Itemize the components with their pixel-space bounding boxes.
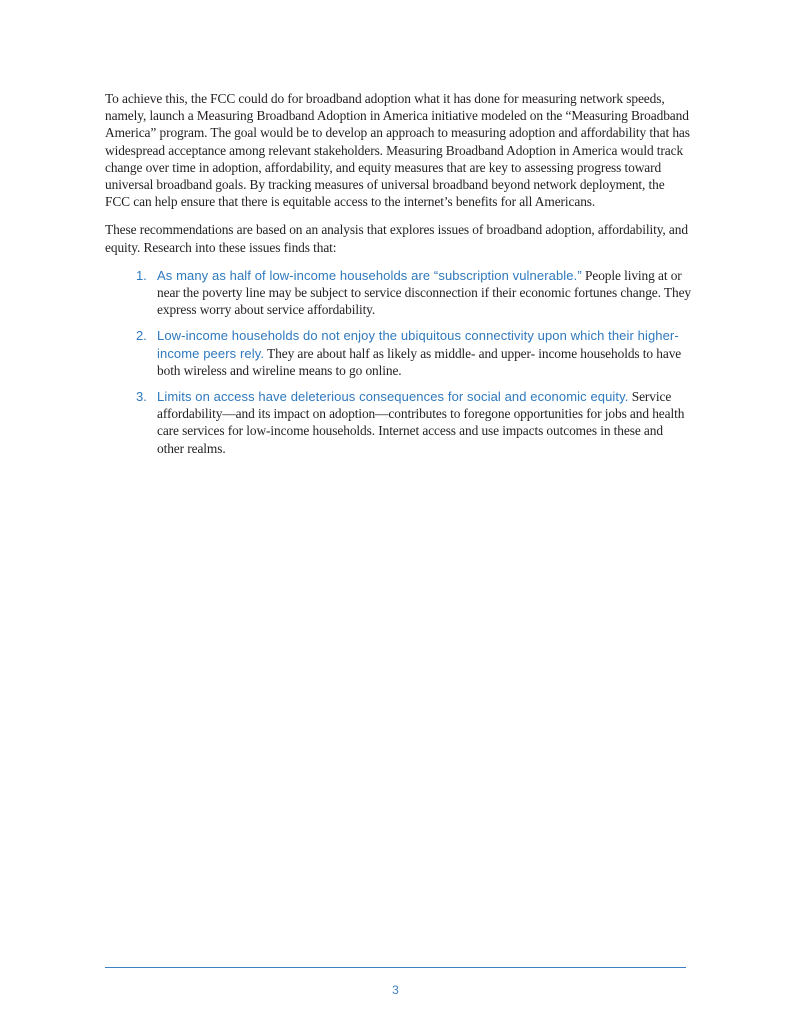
finding-item [105,267,691,319]
finding-number: 2. [136,328,147,344]
finding-text: Service affordability—and its impact on adoption—contributes to foregone opportunities for jobs and health care services for low-income households. Internet access and use impacts outcomes in these and other realms. [157,389,685,456]
finding-heading: Low-income households do not enjoy the ubiquitous connectivity upon which their higher-income peers rely. [157,328,679,361]
finding-heading: As many as half of low-income households are “subscription vulnerable.” [157,267,582,283]
finding-number: 1. [136,267,147,283]
page-number: 3 [392,983,399,997]
footer-divider [105,967,686,968]
body-paragraph: These recommendations are based on an analysis that explores issues of broadband adoption, affordability, and equity. Research into these issues finds that: [105,222,688,255]
finding-heading: Limits on access have deleterious consequences for social and economic equity. [157,389,629,405]
finding-number: 3. [136,389,147,405]
finding-item [105,388,691,457]
document-body [105,90,691,466]
findings-list [105,267,691,457]
finding-text: They are about half as likely as middle- and upper- income households to have both wireless and wireline means to go online. [157,345,682,378]
body-paragraph: To achieve this, the FCC could do for broadband adoption what it has done for measuring network speeds, namely, launch a Measuring Broadband Adoption in America initiative modeled on the “Measuring Broadband America” program. The goal would be to develop an approach to measuring adoption and affordability that has widespread acceptance among relevant stakeholders. Measuring Broadband Adoption in America would track change over time in adoption, affordability, and equity measures that are key to assessing progress toward universal broadband goals. By tracking measures of universal broadband beyond network deployment, the FCC can help ensure that there is equitable access to the internet’s benefits for all Americans. [105,91,690,210]
finding-text: People living at or near the poverty line may be subject to service disconnection if their economic fortunes change. They express worry about service affordability. [157,267,692,318]
finding-item [105,327,691,379]
